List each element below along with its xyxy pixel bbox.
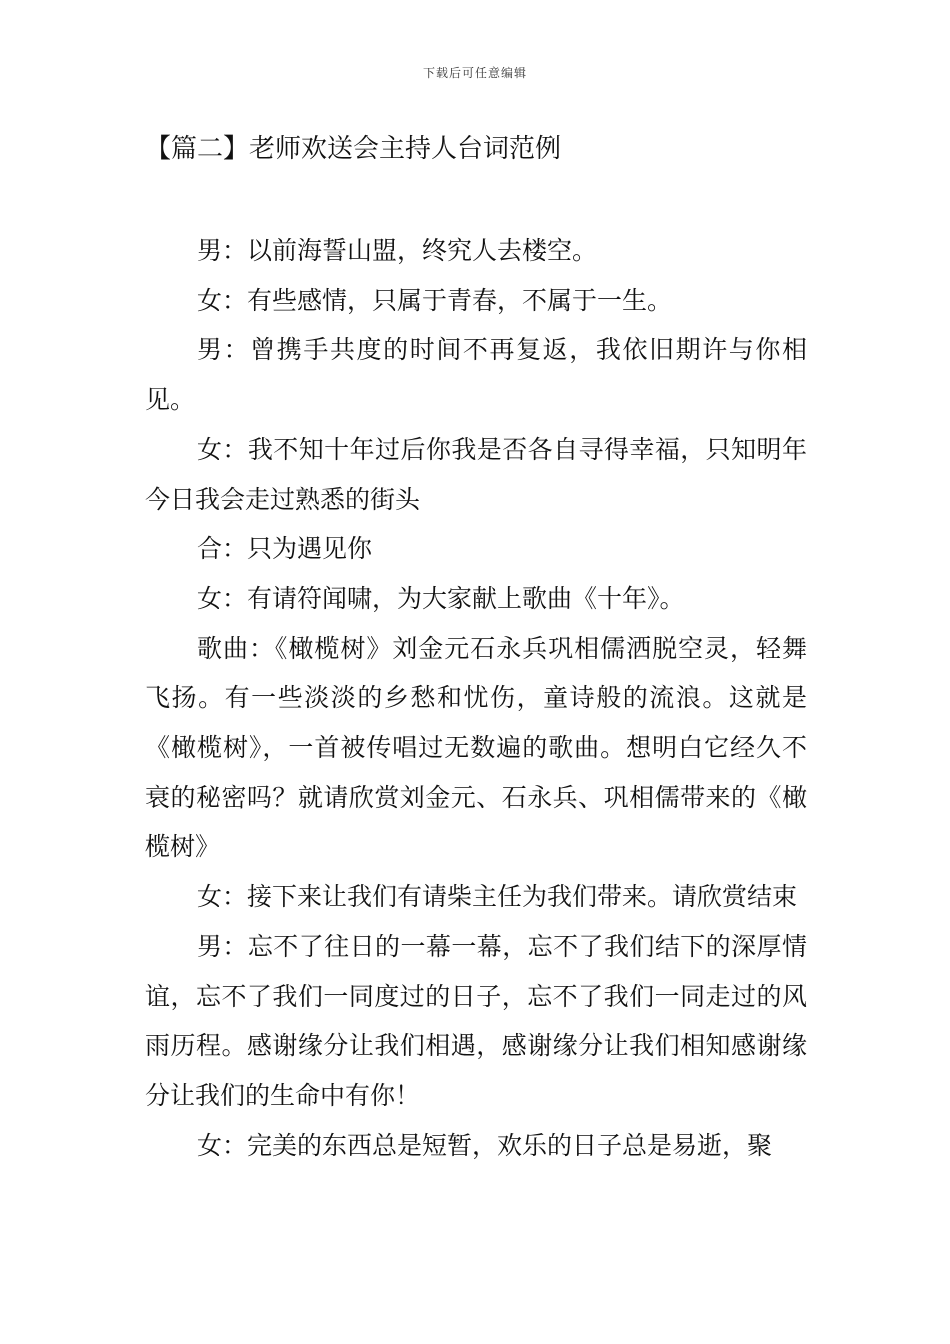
paragraph: 合：只为遇见你: [197, 534, 373, 564]
document-body: [145, 226, 807, 1170]
paragraph: 女：我不知十年过后你我是否各自寻得幸福，只知明年今日我会走过熟悉的街头: [145, 434, 807, 514]
paragraph: 歌曲：《橄榄树》刘金元石永兵巩相儒洒脱空灵，轻舞飞扬。有一些淡淡的乡愁和忧伤，童诗般的流浪。这就是《橄榄树》，一首被传唱过无数遍的歌曲。想明白它经久不衰的秘密吗？就请欣赏刘金元、石永兵、巩相儒带来的《橄榄树》: [145, 633, 807, 862]
paragraph: 男：曾携手共度的时间不再复返，我依旧期许与你相见。: [145, 335, 807, 415]
paragraph: 男：忘不了往日的一幕一幕，忘不了我们结下的深厚情谊，忘不了我们一同度过的日子，忘不了我们一同走过的风雨历程。感谢缘分让我们相遇，感谢缘分让我们相知感谢缘分让我们的生命中有你！: [145, 931, 807, 1110]
paragraph: 女：有请符闻啸，为大家献上歌曲《十年》。: [197, 583, 685, 613]
document-title: 【篇二】老师欢送会主持人台词范例: [145, 134, 562, 164]
paragraph: 女：完美的东西总是短暂，欢乐的日子总是易逝，聚: [197, 1130, 773, 1160]
paragraph: 女：有些感情，只属于青春，不属于一生。: [197, 285, 673, 315]
page-header-note: 下载后可任意编辑: [422, 66, 527, 80]
paragraph: 女：接下来让我们有请柴主任为我们带来。请欣赏结束: [197, 882, 798, 912]
paragraph: 男：以前海誓山盟，终究人去楼空。: [197, 236, 598, 265]
